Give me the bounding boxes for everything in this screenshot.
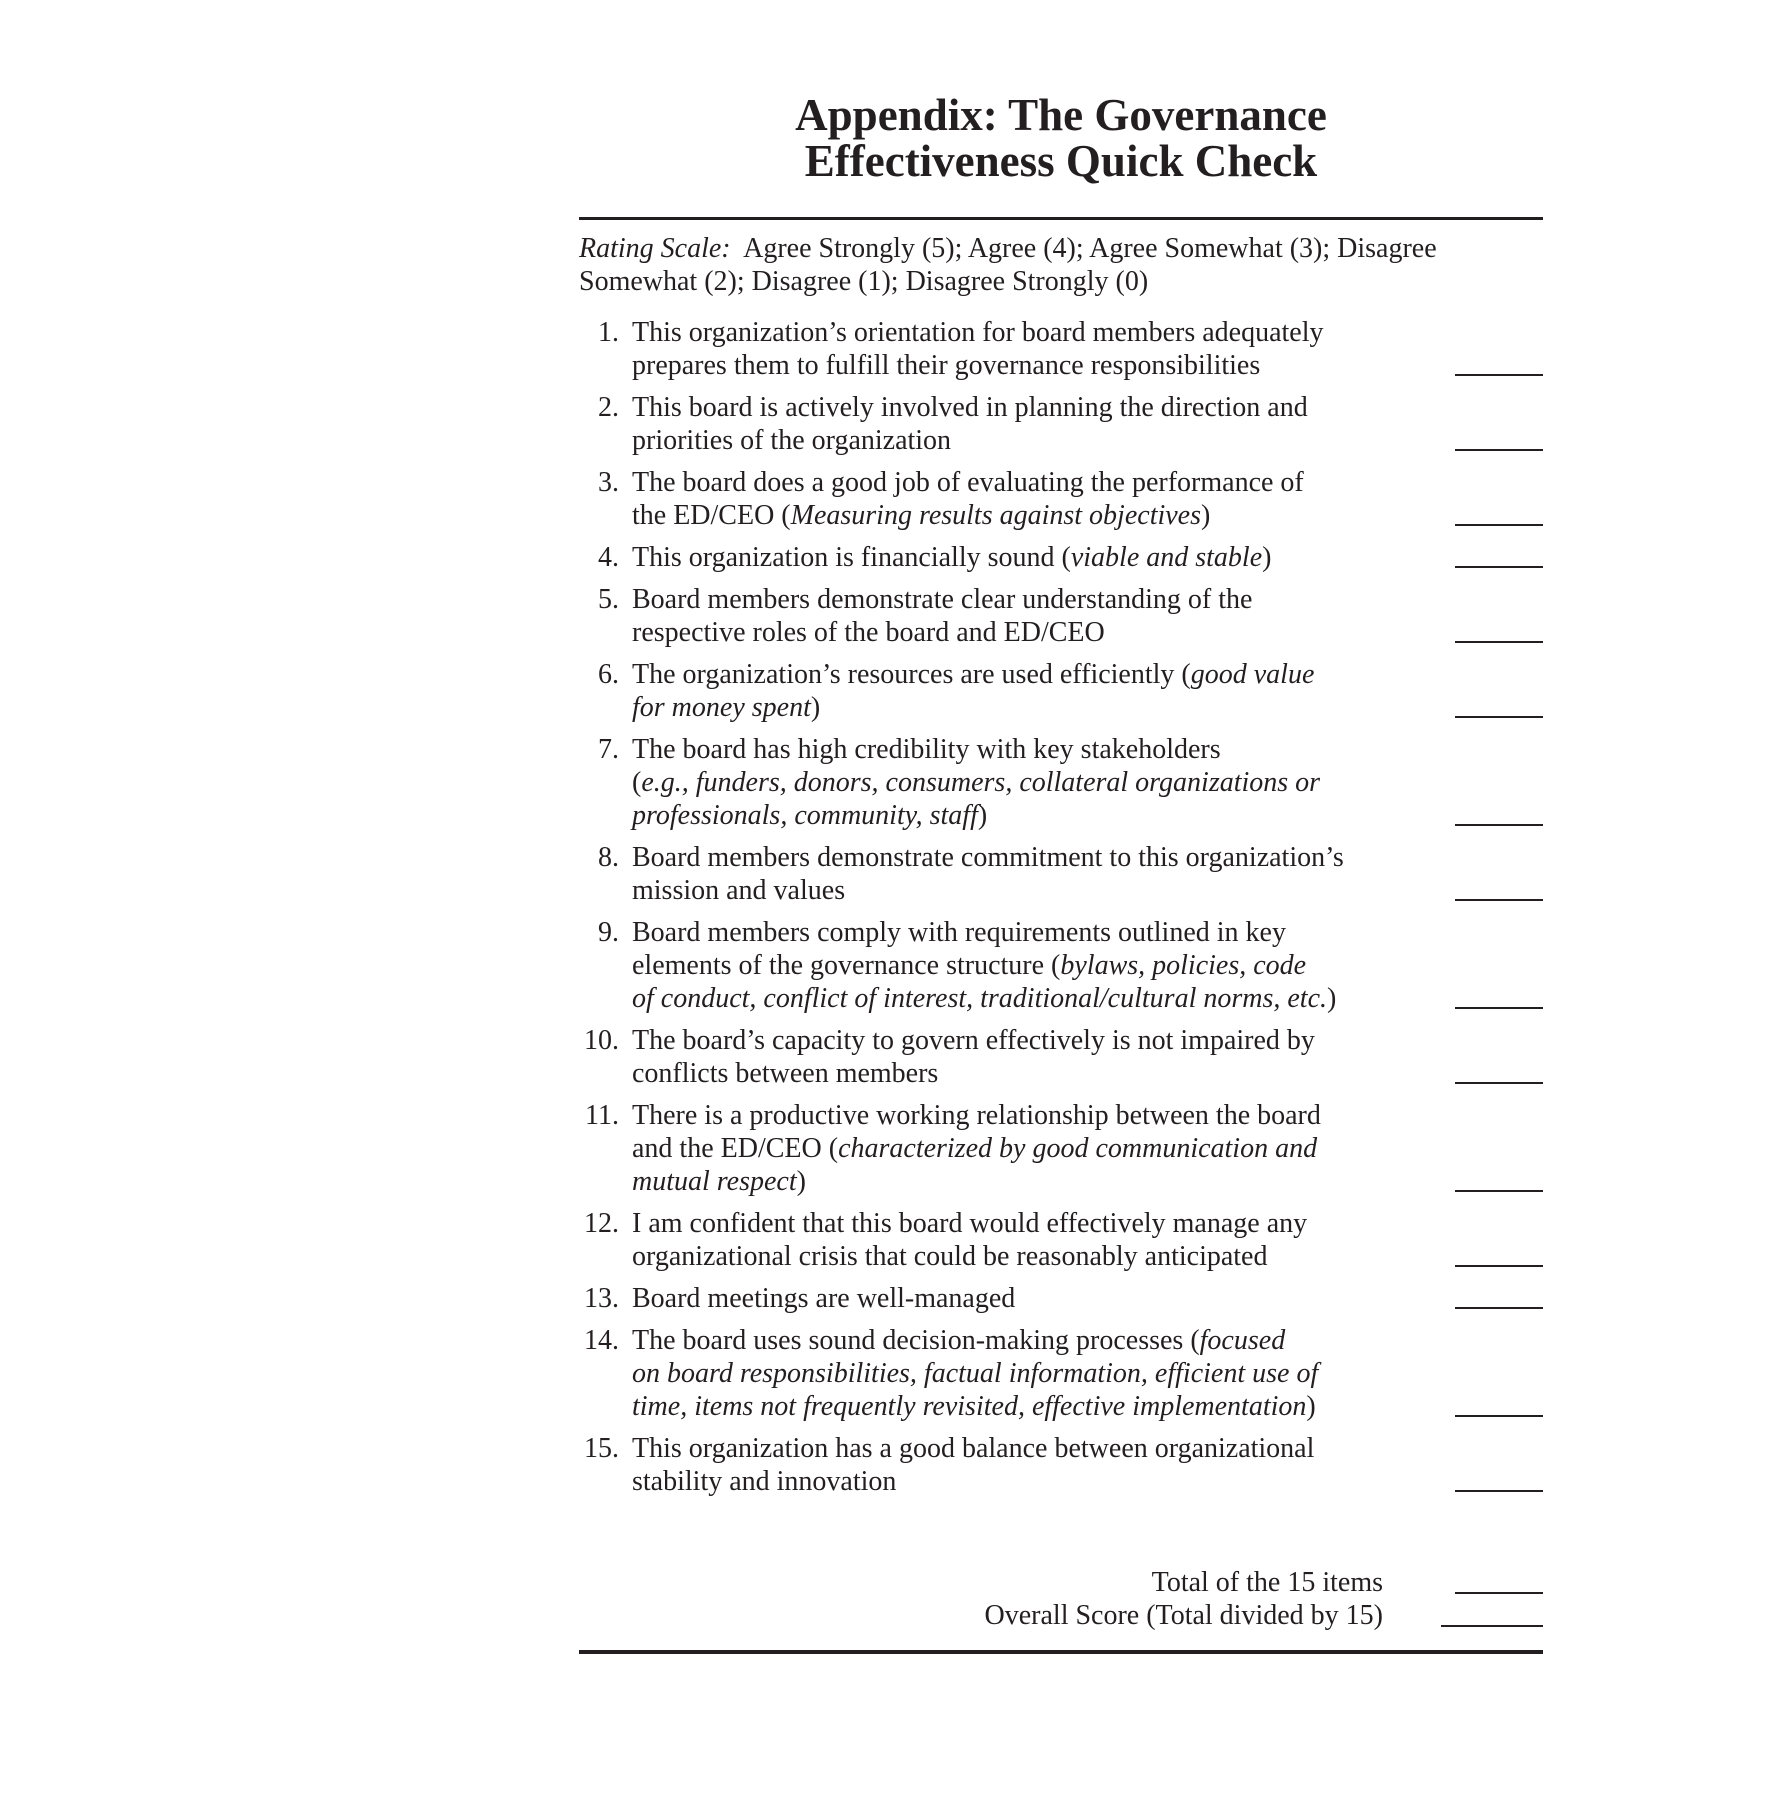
question-number: 15. xyxy=(584,1433,619,1464)
question-text-line xyxy=(632,541,1422,574)
question-text-line xyxy=(632,841,1422,874)
question-text xyxy=(632,466,1422,532)
overall-score-blank[interactable] xyxy=(1441,1625,1543,1627)
question-item xyxy=(579,316,1543,382)
answer-blank[interactable] xyxy=(1455,1490,1543,1492)
question-text-line xyxy=(632,1324,1422,1357)
question-text-segment: respective roles of the board and ED/CEO xyxy=(632,617,1105,648)
question-text-line xyxy=(632,1132,1422,1165)
question-text xyxy=(632,1282,1422,1315)
question-text xyxy=(632,733,1422,832)
question-text-segment: stability and innovation xyxy=(632,1466,897,1497)
rating-scale-text-2: Somewhat (2); Disagree (1); Disagree Strongly (0) xyxy=(579,266,1149,297)
question-text-segment: Board members demonstrate clear understanding of the xyxy=(632,584,1253,615)
answer-blank[interactable] xyxy=(1455,641,1543,643)
question-text-line xyxy=(632,1282,1422,1315)
total-row xyxy=(579,1566,1543,1599)
question-number: 14. xyxy=(584,1325,619,1356)
question-text-line xyxy=(632,799,1422,832)
top-rule xyxy=(579,217,1543,220)
question-item xyxy=(579,916,1543,1015)
question-number: 9. xyxy=(598,917,619,948)
total-label: Total of the 15 items xyxy=(1151,1567,1383,1598)
question-item xyxy=(579,1099,1543,1198)
question-text-italic: time, items not frequently revisited, effective implementation xyxy=(632,1391,1307,1422)
question-text-segment: The board does a good job of evaluating the performance of xyxy=(632,467,1304,498)
question-number: 7. xyxy=(598,734,619,765)
totals-section xyxy=(579,1566,1543,1632)
question-text xyxy=(632,841,1422,907)
answer-blank[interactable] xyxy=(1455,1265,1543,1267)
question-item xyxy=(579,583,1543,649)
question-item xyxy=(579,391,1543,457)
question-text-segment: ) xyxy=(1306,1391,1316,1422)
question-text xyxy=(632,583,1422,649)
question-text-segment: elements of the governance structure ( xyxy=(632,950,1061,981)
question-text-segment: ) xyxy=(977,800,988,831)
rating-scale-text-1: Agree Strongly (5); Agree (4); Agree Somewhat (3); Disagree xyxy=(743,233,1437,264)
rating-scale-label: Rating Scale: xyxy=(579,233,731,264)
question-number: 2. xyxy=(598,392,619,423)
question-number: 8. xyxy=(598,842,619,873)
question-text-italic: good value xyxy=(1190,659,1315,690)
question-text-italic: Measuring results against objectives xyxy=(790,500,1202,531)
question-text-line xyxy=(632,1390,1422,1423)
answer-blank[interactable] xyxy=(1455,524,1543,526)
question-text-line xyxy=(632,1357,1422,1390)
question-text-italic: characterized by good communication and xyxy=(838,1133,1318,1164)
question-text-segment: I am confident that this board would effectively manage any xyxy=(632,1208,1308,1239)
question-number: 5. xyxy=(598,584,619,615)
question-text-italic: viable and stable xyxy=(1070,542,1263,573)
question-text-segment: The board uses sound decision-making processes ( xyxy=(632,1325,1200,1356)
answer-blank[interactable] xyxy=(1455,566,1543,568)
question-text-segment: ) xyxy=(810,692,821,723)
answer-blank[interactable] xyxy=(1455,1415,1543,1417)
question-text-line xyxy=(632,1099,1422,1132)
question-text-segment: Board meetings are well-managed xyxy=(632,1283,1016,1314)
question-text xyxy=(632,316,1422,382)
question-text-line xyxy=(632,499,1422,532)
answer-blank[interactable] xyxy=(1455,1007,1543,1009)
question-text-line xyxy=(632,583,1422,616)
question-text-line xyxy=(632,949,1422,982)
question-text-line xyxy=(632,424,1422,457)
overall-score-row xyxy=(579,1599,1543,1632)
question-text-segment: The board’s capacity to govern effectively is not impaired by xyxy=(632,1025,1315,1056)
question-text-segment: ) xyxy=(1327,983,1337,1014)
page-title xyxy=(579,92,1543,184)
question-text-segment: and the ED/CEO ( xyxy=(632,1133,839,1164)
answer-blank[interactable] xyxy=(1455,824,1543,826)
question-text-segment: prepares them to fulfill their governance responsibilities xyxy=(632,350,1261,381)
question-number: 4. xyxy=(598,542,619,573)
question-item xyxy=(579,1207,1543,1273)
answer-blank[interactable] xyxy=(1455,899,1543,901)
question-text-line xyxy=(632,658,1422,691)
overall-score-label: Overall Score (Total divided by 15) xyxy=(984,1600,1383,1631)
answer-blank[interactable] xyxy=(1455,716,1543,718)
question-text-segment: conflicts between members xyxy=(632,1058,939,1089)
question-text-line xyxy=(632,733,1422,766)
question-text-italic: for money spent xyxy=(632,692,811,723)
question-item xyxy=(579,1282,1543,1315)
question-text-italic: bylaws, policies, code xyxy=(1060,950,1307,981)
answer-blank[interactable] xyxy=(1455,374,1543,376)
question-text-segment: ) xyxy=(1262,542,1272,573)
answer-blank[interactable] xyxy=(1455,1190,1543,1192)
question-number: 1. xyxy=(598,317,619,348)
question-item xyxy=(579,841,1543,907)
question-text xyxy=(632,658,1422,724)
question-text-italic: of conduct, conflict of interest, traditional/cultural norms, etc. xyxy=(632,983,1327,1014)
question-text-segment: This organization’s orientation for board members adequately xyxy=(632,317,1324,348)
question-text-segment: organizational crisis that could be reasonably anticipated xyxy=(632,1241,1268,1272)
question-text-line xyxy=(632,874,1422,907)
question-text-line xyxy=(632,982,1422,1015)
question-text-line xyxy=(632,1057,1422,1090)
question-text xyxy=(632,1099,1422,1198)
rating-scale xyxy=(579,232,1543,298)
question-text-segment: priorities of the organization xyxy=(632,425,952,456)
question-item xyxy=(579,658,1543,724)
question-number: 13. xyxy=(584,1283,619,1314)
question-text-segment: The organization’s resources are used efficiently ( xyxy=(632,659,1191,690)
question-text-italic: on board responsibilities, factual information, efficient use of xyxy=(632,1358,1319,1389)
question-text-segment: This board is actively involved in planning the direction and xyxy=(632,392,1308,423)
question-text-segment: Board members demonstrate commitment to this organization’s xyxy=(632,842,1344,873)
title-line-2: Effectiveness Quick Check xyxy=(804,136,1318,186)
question-text-italic: professionals, community, staff xyxy=(632,800,978,831)
question-text-line xyxy=(632,916,1422,949)
title-line-1: Appendix: The Governance xyxy=(795,90,1327,140)
question-item xyxy=(579,541,1543,574)
question-text xyxy=(632,1324,1422,1423)
question-text-line xyxy=(632,1207,1422,1240)
question-text-segment: Board members comply with requirements outlined in key xyxy=(632,917,1286,948)
question-text-segment: ( xyxy=(632,767,642,798)
question-text-line xyxy=(632,466,1422,499)
question-text-segment: This organization is financially sound ( xyxy=(632,542,1071,573)
question-text xyxy=(632,916,1422,1015)
question-text-line xyxy=(632,1465,1422,1498)
question-text-line xyxy=(632,1432,1422,1465)
answer-blank[interactable] xyxy=(1455,449,1543,451)
question-text-line xyxy=(632,1024,1422,1057)
question-number: 11. xyxy=(585,1100,619,1131)
question-text-segment: There is a productive working relationship between the board xyxy=(632,1100,1321,1131)
question-text xyxy=(632,1432,1422,1498)
question-text-segment: The board has high credibility with key stakeholders xyxy=(632,734,1221,765)
question-text xyxy=(632,1207,1422,1273)
question-text-segment: ) xyxy=(1201,500,1211,531)
bottom-rule xyxy=(579,1650,1543,1654)
question-text xyxy=(632,1024,1422,1090)
question-text-italic: mutual respect xyxy=(632,1166,797,1197)
answer-blank[interactable] xyxy=(1455,1307,1543,1309)
question-text-line xyxy=(632,691,1422,724)
question-item xyxy=(579,1432,1543,1498)
question-text-segment: This organization has a good balance between organizational xyxy=(632,1433,1315,1464)
question-list xyxy=(579,316,1543,1507)
answer-blank[interactable] xyxy=(1455,1082,1543,1084)
rating-scale-line-1 xyxy=(579,232,1543,265)
question-text-italic: focused xyxy=(1199,1325,1286,1356)
question-text-line xyxy=(632,616,1422,649)
question-item xyxy=(579,1024,1543,1090)
question-text xyxy=(632,391,1422,457)
question-text-line xyxy=(632,316,1422,349)
question-text-segment: ) xyxy=(796,1166,806,1197)
question-item xyxy=(579,733,1543,832)
question-text-segment: the ED/CEO ( xyxy=(632,500,791,531)
question-text-line xyxy=(632,766,1422,799)
total-answer-blank[interactable] xyxy=(1455,1592,1543,1594)
question-text xyxy=(632,541,1422,574)
question-number: 6. xyxy=(598,659,619,690)
question-text-line xyxy=(632,349,1422,382)
question-text-line xyxy=(632,1240,1422,1273)
question-number: 3. xyxy=(598,467,619,498)
question-item xyxy=(579,1324,1543,1423)
question-number: 10. xyxy=(584,1025,619,1056)
question-text-segment: mission and values xyxy=(632,875,846,906)
question-number: 12. xyxy=(584,1208,619,1239)
question-text-italic: e.g., funders, donors, consumers, collateral organizations or xyxy=(641,767,1321,798)
question-item xyxy=(579,466,1543,532)
question-text-line xyxy=(632,1165,1422,1198)
question-text-line xyxy=(632,391,1422,424)
